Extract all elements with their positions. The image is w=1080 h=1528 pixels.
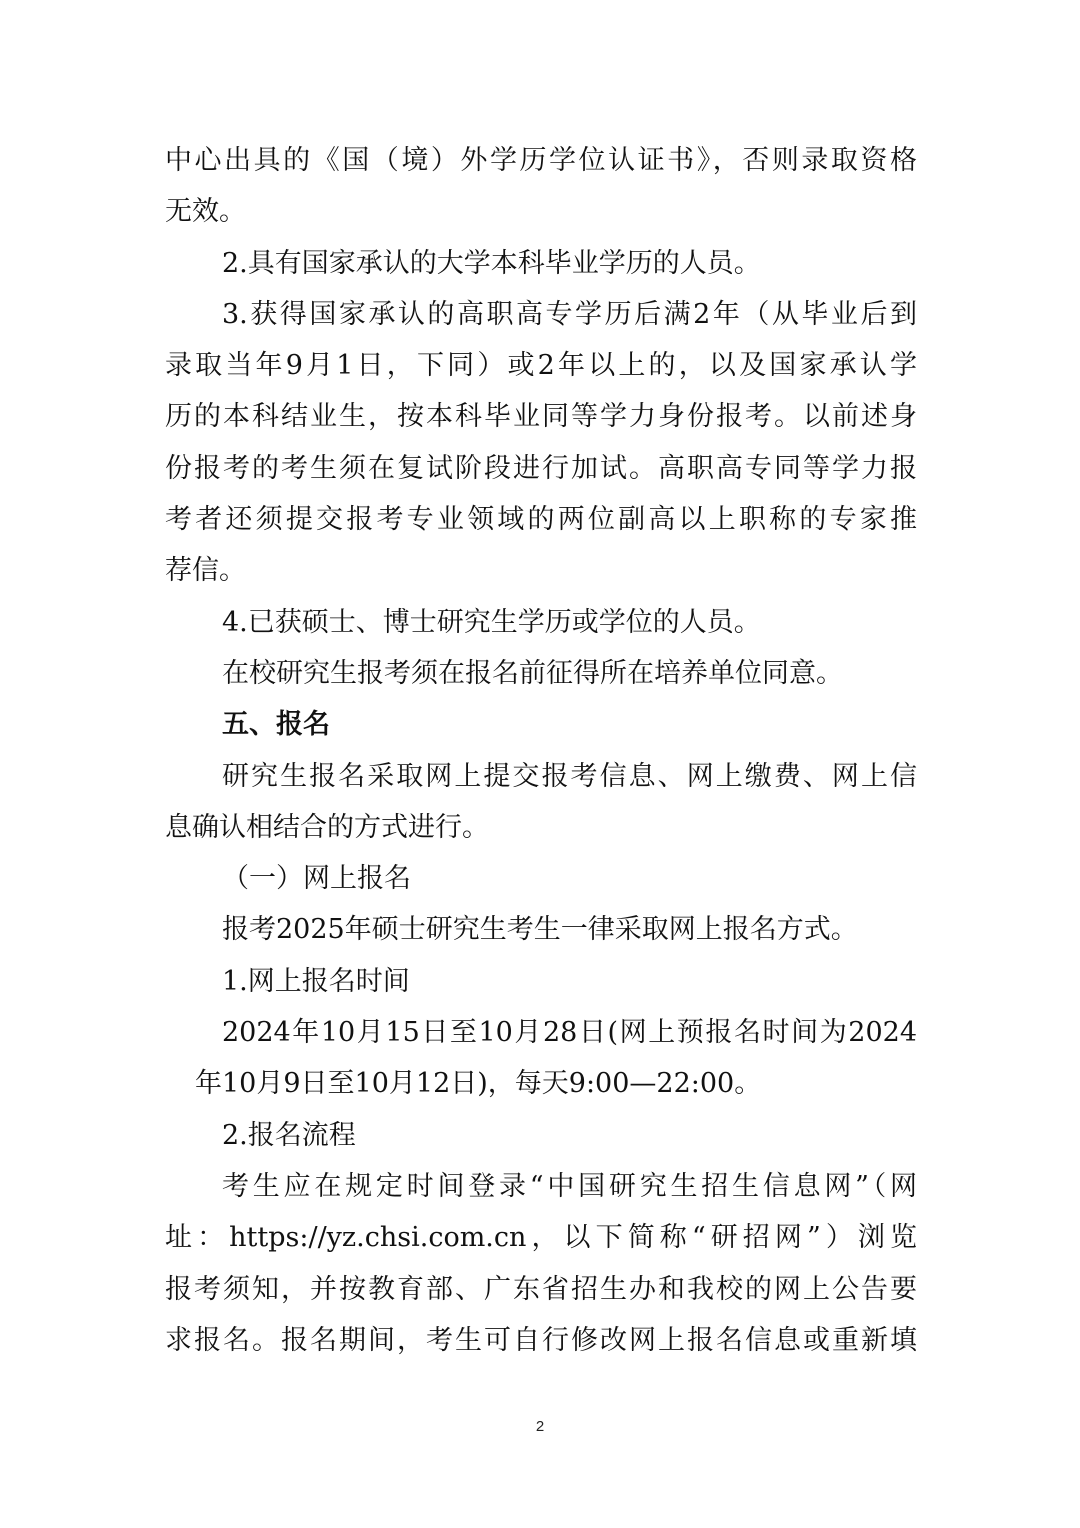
page-number: 2 xyxy=(535,1418,545,1435)
paragraph-line: 报考2025年硕士研究生考生一律采取网上报名方式。 xyxy=(222,914,858,946)
paragraph-line: 3.获得国家承认的高职高专学历后满2年（从毕业后到 xyxy=(222,298,917,330)
paragraph-line: 在校研究生报考须在报名前征得所在培养单位同意。 xyxy=(222,657,843,689)
paragraph-line: 报考须知，并按教育部、广东省招生办和我校的网上公告要 xyxy=(165,1273,917,1305)
paragraph-line: 荐信。 xyxy=(165,555,246,587)
paragraph-line: 求报名。报名期间，考生可自行修改网上报名信息或重新填 xyxy=(165,1324,917,1356)
paragraph-line: 份报考的考生须在复试阶段进行加试。高职高专同等学力报 xyxy=(165,452,917,484)
paragraph-line: 无效。 xyxy=(165,196,246,228)
paragraph-line: 4.已获硕士、博士研究生学历或学位的人员。 xyxy=(222,606,761,638)
paragraph-line: 息确认相结合的方式进行。 xyxy=(165,811,489,843)
paragraph-line: 中心出具的《国（境）外学历学位认证书》，否则录取资格 xyxy=(165,145,917,176)
paragraph-line: 2.具有国家承认的大学本科毕业学历的人员。 xyxy=(222,247,761,279)
list-heading: 2.报名流程 xyxy=(222,1119,356,1151)
paragraph-line: 2024年10月15日至10月28日(网上预报名时间为2024 xyxy=(222,1017,917,1049)
paragraph-line: 址：https://yz.chsi.com.cn，以下简称“研招网”）浏览 xyxy=(165,1222,917,1254)
paragraph-line: 历的本科结业生，按本科毕业同等学力身份报考。以前述身 xyxy=(165,401,917,433)
list-heading: 1.网上报名时间 xyxy=(222,965,410,997)
paragraph-line: 录取当年9月1日，下同）或2年以上的，以及国家承认学 xyxy=(165,350,917,382)
subsection-heading: （一）网上报名 xyxy=(222,863,411,895)
paragraph-line: 考生应在规定时间登录“中国研究生招生信息网”（网 xyxy=(222,1170,917,1202)
section-heading: 五、报名 xyxy=(222,709,330,741)
paragraph-line: 研究生报名采取网上提交报考信息、网上缴费、网上信 xyxy=(222,760,917,792)
body-text xyxy=(165,135,917,1366)
paragraph-line: 考者还须提交报考专业领域的两位副高以上职称的专家推 xyxy=(165,504,917,536)
paragraph-line: 年10月9日至10月12日)，每天9:00—22:00。 xyxy=(195,1068,762,1100)
